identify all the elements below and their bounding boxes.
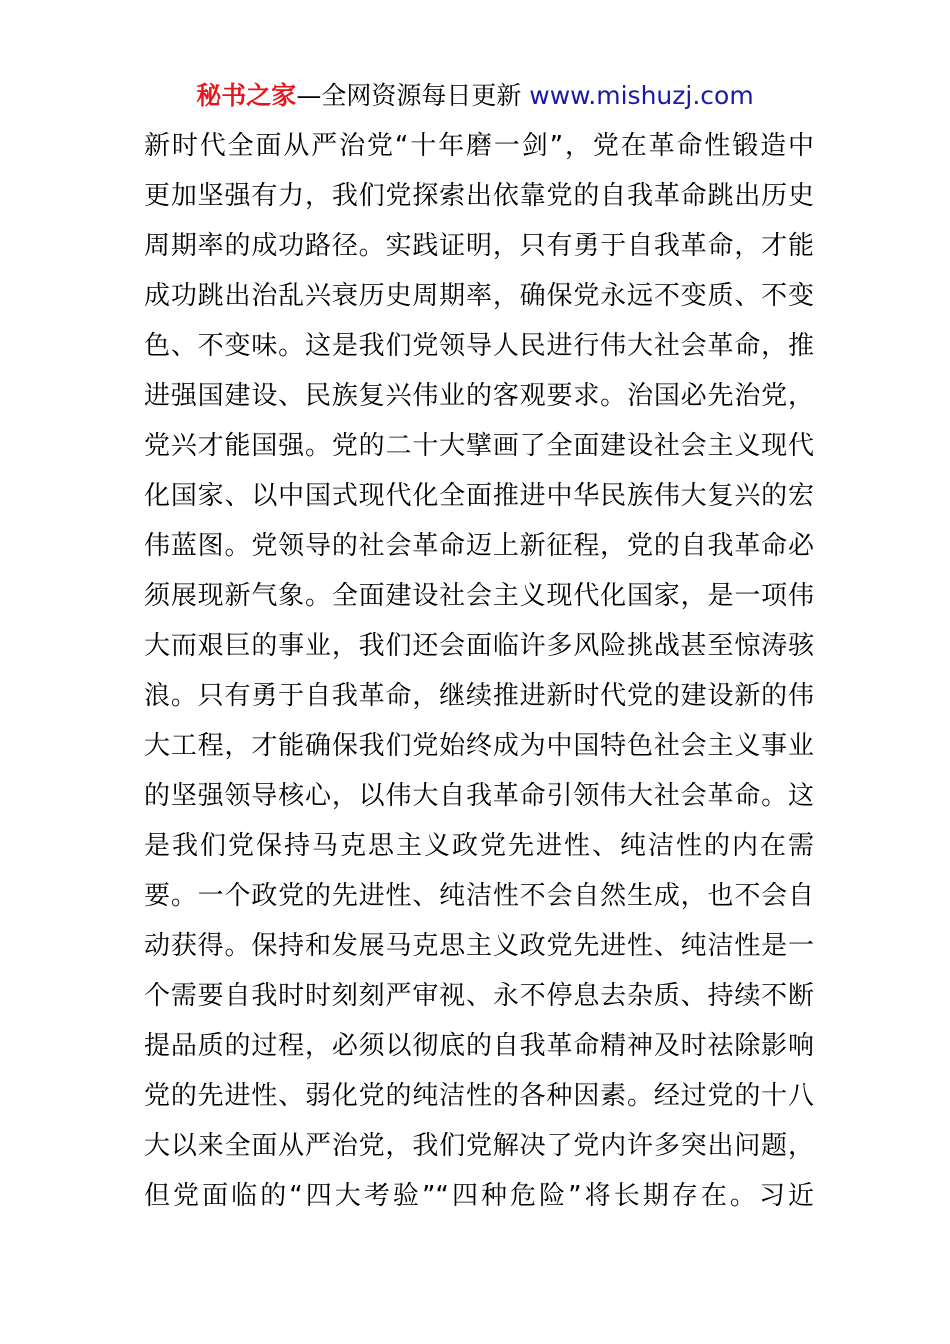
body-line: 个需要自我时时刻刻严审视、永不停息去杂质、持续不断 xyxy=(144,981,814,1011)
body-line: 大以来全面从严治党，我们党解决了党内许多突出问题， xyxy=(144,1131,814,1161)
body-line: 更加坚强有力，我们党探索出依靠党的自我革命跳出历史 xyxy=(144,181,814,211)
website-link[interactable]: www.mishuzj.com xyxy=(529,81,754,110)
body-line: 是我们党保持马克思主义政党先进性、纯洁性的内在需 xyxy=(144,831,814,861)
article-body xyxy=(144,121,814,1221)
body-line: 要。一个政党的先进性、纯洁性不会自然生成，也不会自 xyxy=(144,881,814,911)
header-tagline: —全网资源每日更新 xyxy=(296,81,530,110)
body-line: 大而艰巨的事业，我们还会面临许多风险挑战甚至惊涛骇 xyxy=(144,631,814,661)
body-line: 党的先进性、弱化党的纯洁性的各种因素。经过党的十八 xyxy=(144,1081,814,1111)
body-line: 周期率的成功路径。实践证明，只有勇于自我革命，才能 xyxy=(144,231,814,261)
body-line: 但党面临的“四大考验”“四种危险”将长期存在。习近 xyxy=(144,1181,814,1211)
body-line: 的坚强领导核心，以伟大自我革命引领伟大社会革命。这 xyxy=(144,781,814,811)
body-line: 须展现新气象。全面建设社会主义现代化国家，是一项伟 xyxy=(144,581,814,611)
body-line: 进强国建设、民族复兴伟业的客观要求。治国必先治党， xyxy=(144,381,814,411)
brand-name: 秘书之家 xyxy=(196,81,297,110)
body-line: 浪。只有勇于自我革命，继续推进新时代党的建设新的伟 xyxy=(144,681,814,711)
body-line: 提品质的过程，必须以彻底的自我革命精神及时祛除影响 xyxy=(144,1031,814,1061)
body-line: 大工程，才能确保我们党始终成为中国特色社会主义事业 xyxy=(144,731,814,761)
body-line: 色、不变味。这是我们党领导人民进行伟大社会革命，推 xyxy=(144,331,814,361)
page-header xyxy=(0,80,950,112)
body-line: 化国家、以中国式现代化全面推进中华民族伟大复兴的宏 xyxy=(144,481,814,511)
body-line: 党兴才能国强。党的二十大擘画了全面建设社会主义现代 xyxy=(144,431,814,461)
body-line: 动获得。保持和发展马克思主义政党先进性、纯洁性是一 xyxy=(144,931,814,961)
body-line: 新时代全面从严治党“十年磨一剑”，党在革命性锻造中 xyxy=(144,131,814,161)
body-line: 伟蓝图。党领导的社会革命迈上新征程，党的自我革命必 xyxy=(144,531,814,561)
body-line: 成功跳出治乱兴衰历史周期率，确保党永远不变质、不变 xyxy=(144,281,814,311)
